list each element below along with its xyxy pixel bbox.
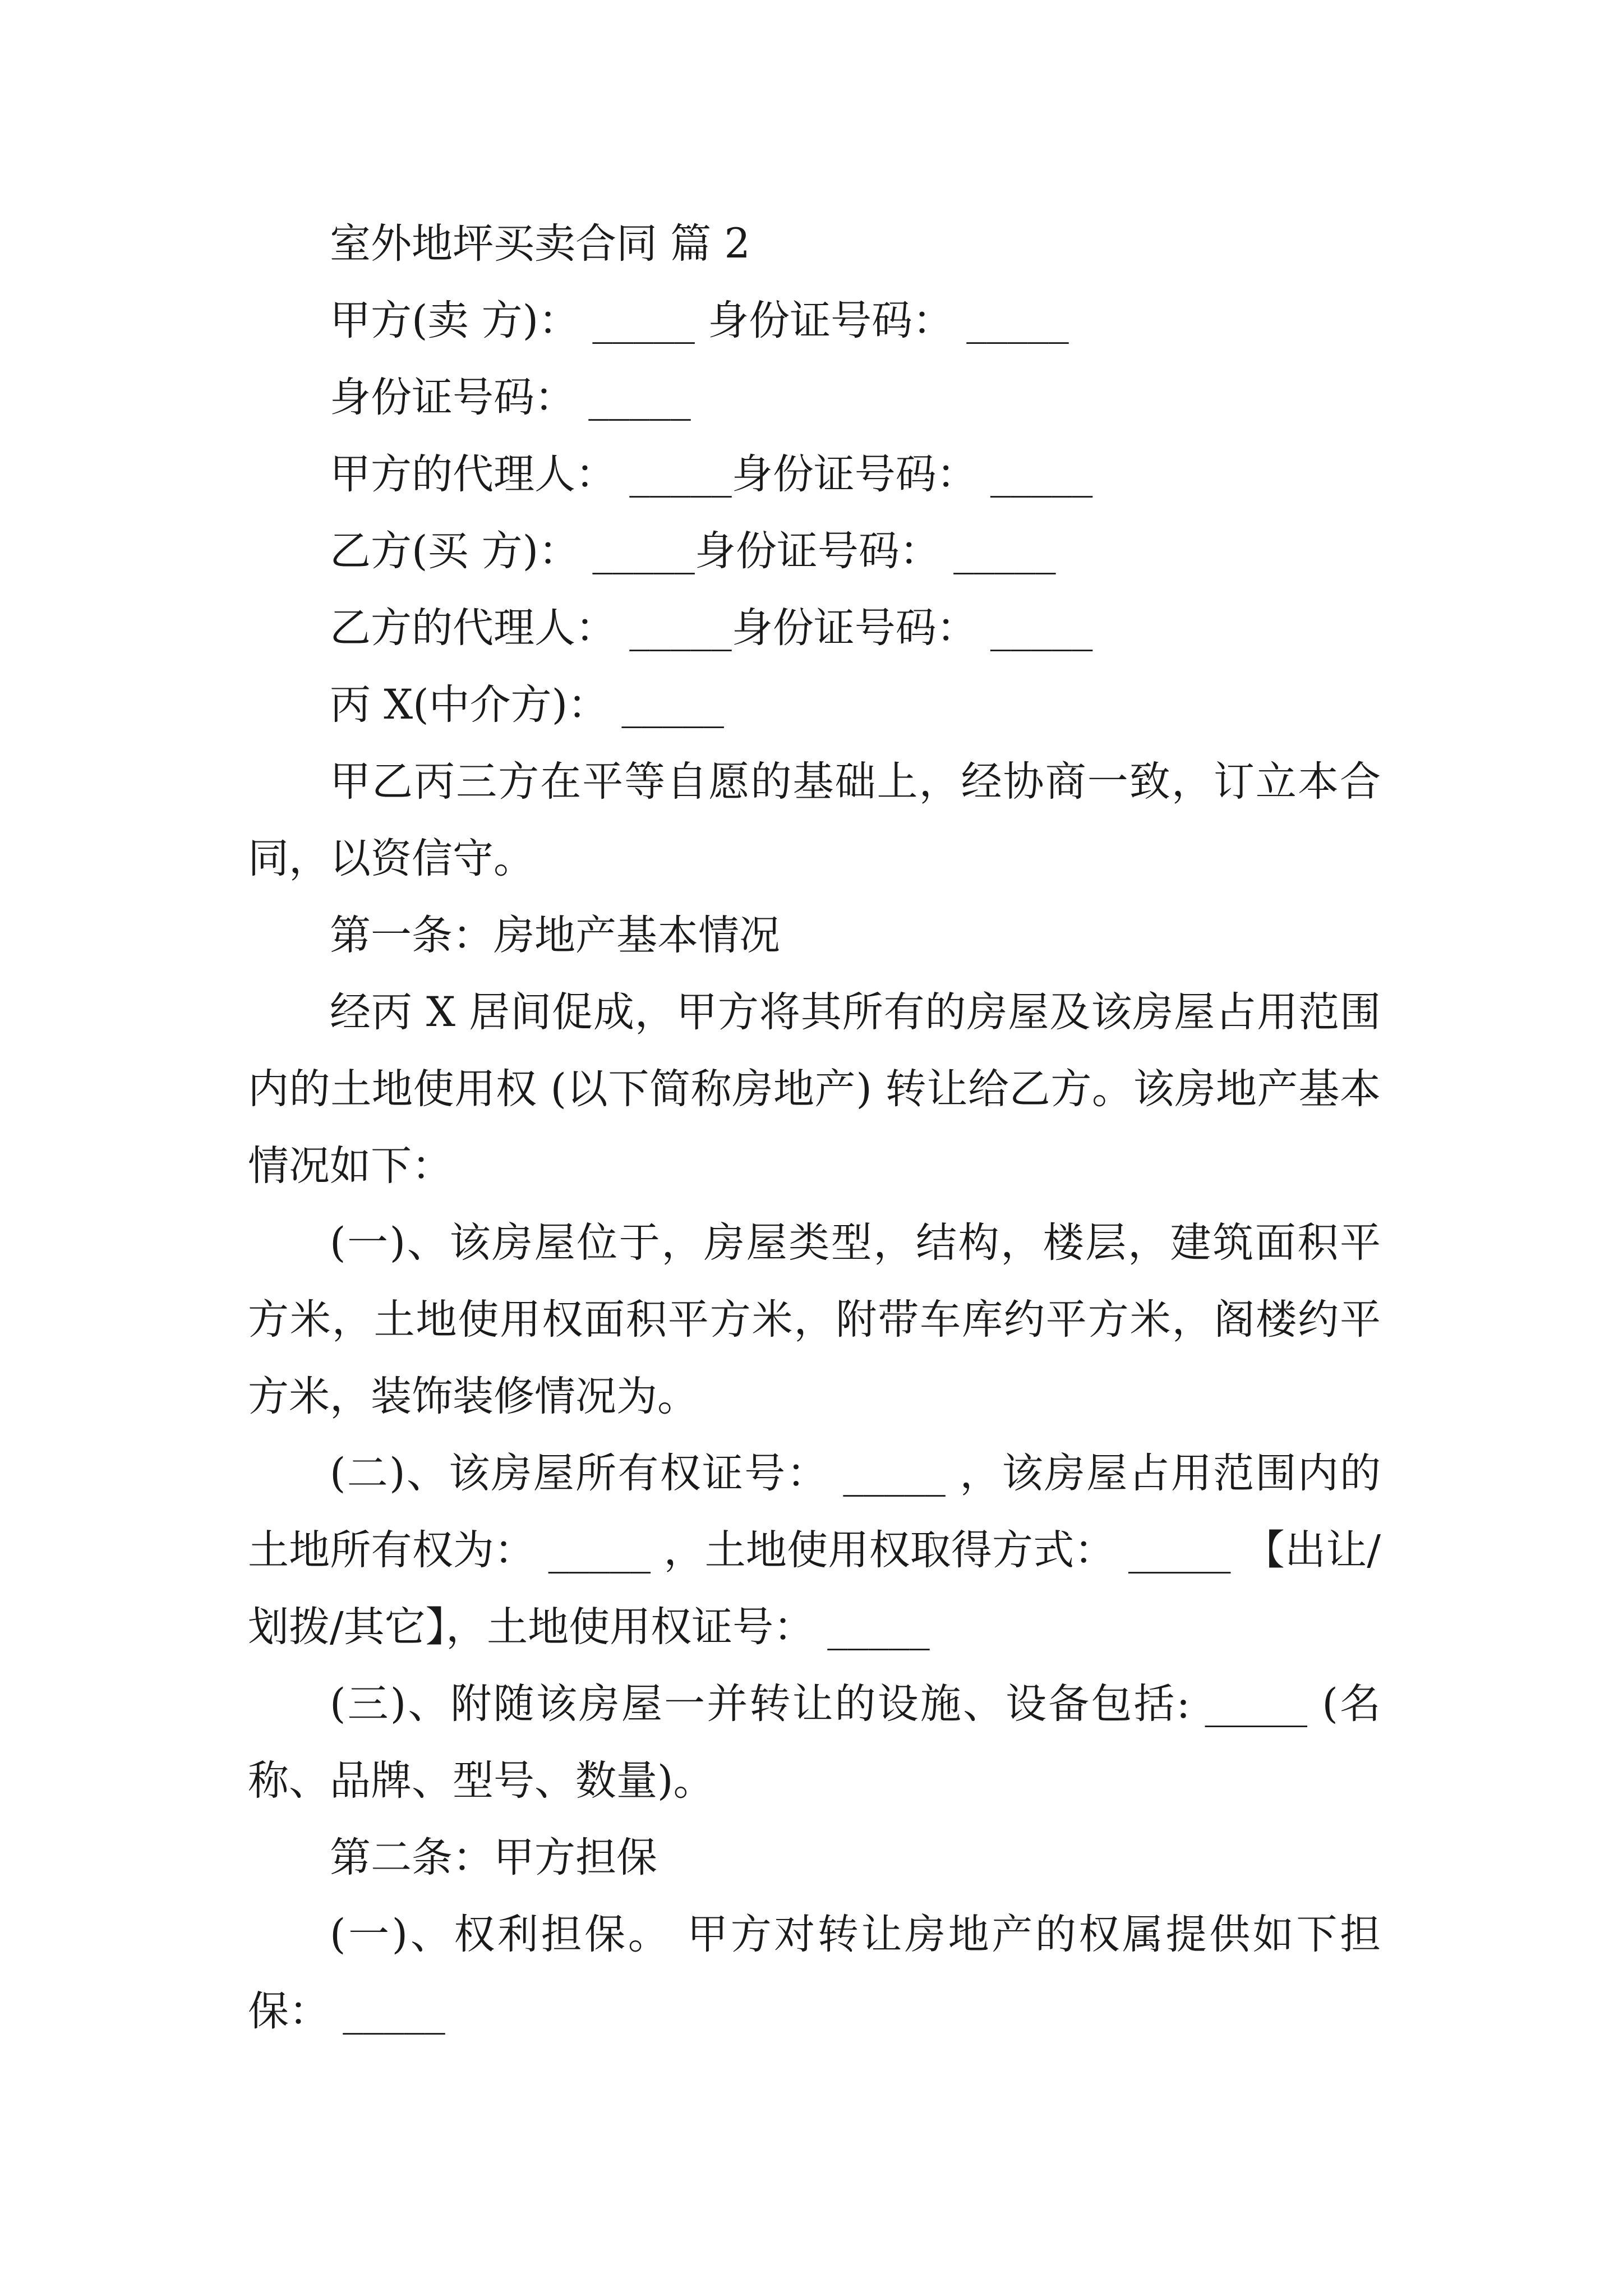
id-number-line: 身份证号码： _____ (330, 374, 691, 421)
party-b-line: 乙方(买 方)： _____身份证号码： _____ (330, 527, 1056, 575)
article-1-item-2: (二)、该房屋所有权证号： _____ ，该房屋占用范围内的土地所有权为： _____ ，土地使用权取得方式： _____ 【出让/划拨/其它】，土地使用权证号： _____ (248, 1450, 1381, 1651)
article-1-heading: 第一条：房地产基本情况 (330, 912, 780, 959)
party-a-agent-line: 甲方的代理人： _____身份证号码： _____ (330, 450, 1093, 498)
document-body (248, 205, 1381, 2050)
article-2-heading: 第二条：甲方担保 (330, 1834, 657, 1881)
article-1-intro: 经丙 X 居间促成，甲方将其所有的房屋及该房屋占用范围内的土地使用权 (以下简称房地产) 转让给乙方。该房地产基本情况如下： (248, 988, 1381, 1190)
party-a-line: 甲方(卖 方)： _____ 身份证号码： _____ (330, 297, 1069, 344)
party-c-line: 丙 X(中介方)： _____ (330, 681, 724, 729)
section-heading: 室外地坪买卖合同 篇 2 (330, 220, 750, 268)
article-1-item-1: (一)、该房屋位于，房屋类型，结构，楼层，建筑面积平方米，土地使用权面积平方米，附带车库约平方米，阁楼约平方米，装饰装修情况为。 (248, 1219, 1381, 1420)
preamble-paragraph: 甲乙丙三方在平等自愿的基础上，经协商一致，订立本合同，以资信守。 (248, 758, 1381, 882)
article-2-item-1: (一)、权利担保。 甲方对转让房地产的权属提供如下担保： _____ (248, 1911, 1381, 2035)
party-b-agent-line: 乙方的代理人： _____身份证号码： _____ (330, 604, 1093, 652)
article-1-item-3: (三)、附随该房屋一并转让的设施、设备包括: _____ (名称、品牌、型号、数量)。 (248, 1680, 1381, 1805)
